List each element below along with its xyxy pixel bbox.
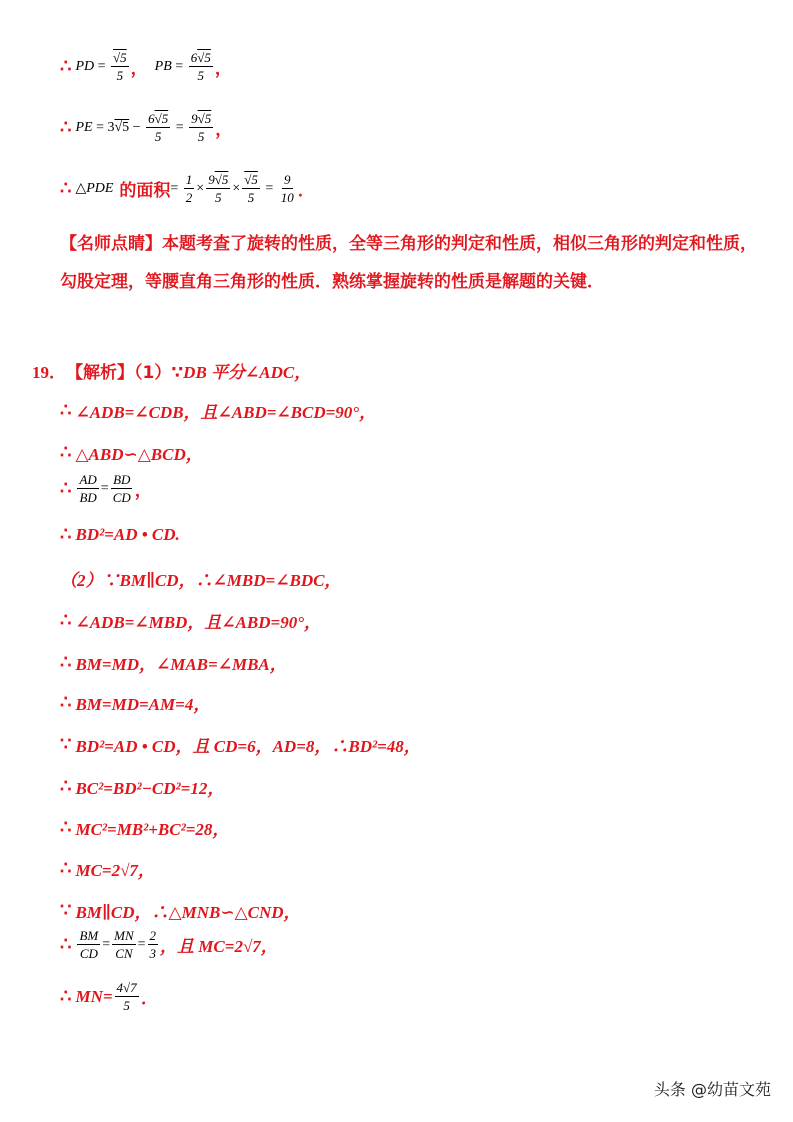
fraction-pb: $\frac{6√5}{5}$ [190, 50, 211, 83]
q19-line-11: ∴ BC²=BD²−CD²=12， [60, 776, 225, 798]
q19-line-7: ∴ ∠ADB=∠MBD，且∠ABD=90°， [60, 610, 321, 632]
equation-pe: ∴ PE = 3√5 − $\frac{6√5}{5}$ = $\frac{9√5}{5}$ ， [60, 111, 233, 144]
q19-line-14: ∵ BM∥CD，∴△MNB∽△CND， [60, 900, 301, 922]
q19-line-13: ∴ MC=2√7， [60, 858, 155, 880]
equation-area-pde: ∴ △ PDE 的面积 = $\frac{1}{2}$ × $\frac{9√5}{5}$ × $\frac{√5}{5}$ = $\frac{9}{10}$ ． [60, 172, 315, 205]
q19-line-6: （2）∵BM∥CD，∴∠MBD=∠BDC， [60, 571, 342, 590]
q19-header: 19． 【解析】（1）∵ DB 平分∠ADC， [32, 363, 312, 383]
q19-line-2: ∴ ∠ADB=∠CDB，且∠ABD=∠BCD=90°， [60, 400, 377, 422]
q19-line-8: ∴ BM=MD，∠MAB=∠MBA， [60, 652, 287, 674]
q19-line-12: ∴ MC²=MB²+BC²=28， [60, 817, 230, 839]
q19-line-10: ∵ BD²=AD • CD，且 CD=6，AD=8，∴BD²=48， [60, 734, 421, 756]
fraction-pd: $\frac{√5}{5}$ [113, 50, 127, 83]
watermark: 头条 @幼苗文苑 [653, 1080, 771, 1099]
q19-line-16: ∴ MN= $\frac{4√7}{5}$ ． [60, 980, 158, 1013]
q19-line-5: ∴ BD²=AD • CD. [60, 524, 180, 544]
q19-line-9: ∴ BM=MD=AM=4， [60, 692, 211, 714]
q19-line-15: ∴ $\frac{BM}{CD}$ = $\frac{MN}{CN}$ = $\frac{2}{3}$ ，且 MC=2√7， [60, 928, 278, 961]
q19-line-3: ∴ △ABD∽△BCD， [60, 442, 203, 464]
equation-pd-pb: ∴ PD = $\frac{√5}{5}$ ， PB = $\frac{6√5}{5}$ ， [60, 50, 232, 83]
teacher-note: 【名师点睛】本题考查了旋转的性质，全等三角形的判定和性质，相似三角形的判定和性质，勾股定理，等腰直角三角形的性质．熟练掌握旋转的性质是解题的关键． [60, 234, 757, 292]
q19-line-4: ∴ $\frac{AD}{BD}$ = $\frac{BD}{CD}$ ， [60, 472, 152, 505]
